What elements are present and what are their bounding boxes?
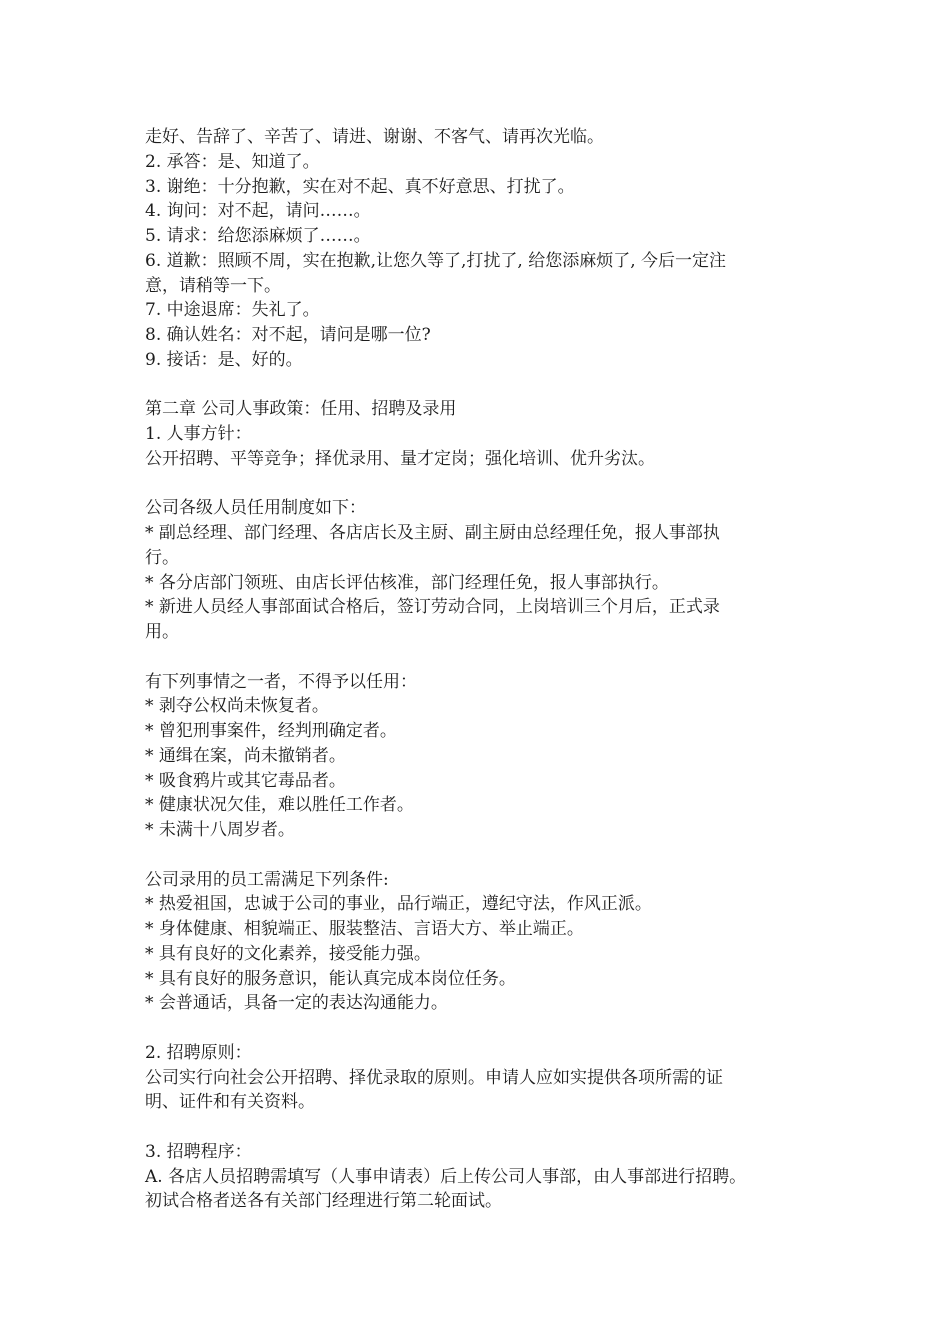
text-line: 3. 谢绝：十分抱歉，实在对不起、真不好意思、打扰了。: [145, 176, 575, 197]
text-line: 6. 道歉：照顾不周，实在抱歉,让您久等了,打扰了, 给您添麻烦了, 今后一定注: [145, 250, 727, 271]
text-line: 公开招聘、平等竞争；择优录用、量才定岗；强化培训、优升劣汰。: [145, 448, 655, 469]
text-line: 初试合格者送各有关部门经理进行第二轮面试。: [145, 1191, 502, 1212]
text-line: 7. 中途退席：失礼了。: [145, 300, 320, 321]
section-heading: 3. 招聘程序：: [145, 1141, 252, 1162]
list-item: * 具有良好的文化素养，接受能力强。: [145, 943, 431, 964]
text-line: A. 各店人员招聘需填写（人事申请表）后上传公司人事部，由人事部进行招聘。: [145, 1166, 747, 1187]
document-body: [145, 125, 825, 1214]
section-heading: 1. 人事方针：: [145, 424, 252, 444]
list-item: * 曾犯刑事案件，经判刑确定者。: [145, 721, 397, 741]
text-line: 2. 承答：是、知道了。: [145, 151, 320, 172]
text-line: 公司各级人员任用制度如下：: [145, 498, 366, 519]
text-line: 4. 询问：对不起，请问……。: [145, 201, 371, 222]
blank-line: [145, 1115, 825, 1140]
list-item: * 会普通话，具备一定的表达沟通能力。: [145, 993, 448, 1014]
list-item: * 通缉在案，尚未撤销者。: [145, 745, 346, 766]
list-item-continued: 用。: [145, 622, 179, 642]
text-line: 公司录用的员工需满足下列条件:: [145, 869, 389, 890]
list-item: * 具有良好的服务意识，能认真完成本岗位任务。: [145, 968, 516, 989]
list-item-continued: 行。: [145, 547, 179, 568]
list-item: * 未满十八周岁者。: [145, 820, 295, 840]
blank-line: [145, 472, 825, 497]
blank-line: [145, 843, 825, 868]
text-line: 公司实行向社会公开招聘、择优录取的原则。申请人应如实提供各项所需的证: [145, 1067, 723, 1088]
list-item: * 吸食鸦片或其它毒品者。: [145, 770, 346, 791]
blank-line: [145, 373, 825, 398]
list-item: * 副总经理、部门经理、各店店长及主厨、副主厨由总经理任免，报人事部执: [145, 523, 720, 543]
list-item: * 健康状况欠佳，难以胜任工作者。: [145, 795, 414, 816]
list-item: * 热爱祖国，忠诚于公司的事业，品行端正，遵纪守法，作风正派。: [145, 894, 652, 915]
list-item: * 剥夺公权尚未恢复者。: [145, 696, 329, 717]
list-item: * 身体健康、相貌端正、服装整洁、言语大方、举止端正。: [145, 919, 584, 939]
list-item: * 各分店部门领班、由店长评估核准，部门经理任免，报人事部执行。: [145, 572, 669, 593]
text-line: 8. 确认姓名：对不起，请问是哪一位?: [145, 325, 431, 345]
text-line: 意，请稍等一下。: [145, 275, 281, 296]
section-heading: 2. 招聘原则：: [145, 1042, 252, 1063]
chapter-heading: 第二章 公司人事政策：任用、招聘及录用: [145, 399, 457, 420]
text-line: 9. 接话：是、好的。: [145, 349, 303, 370]
blank-line: [145, 645, 825, 670]
text-line: 明、证件和有关资料。: [145, 1092, 315, 1113]
blank-line: [145, 1016, 825, 1041]
list-item: * 新进人员经人事部面试合格后，签订劳动合同，上岗培训三个月后，正式录: [145, 597, 720, 618]
text-line: 5. 请求：给您添麻烦了……。: [145, 226, 371, 246]
text-line: 有下列事情之一者，不得予以任用：: [145, 671, 417, 692]
text-line: 走好、告辞了、辛苦了、请进、谢谢、不客气、请再次光临。: [145, 127, 604, 147]
